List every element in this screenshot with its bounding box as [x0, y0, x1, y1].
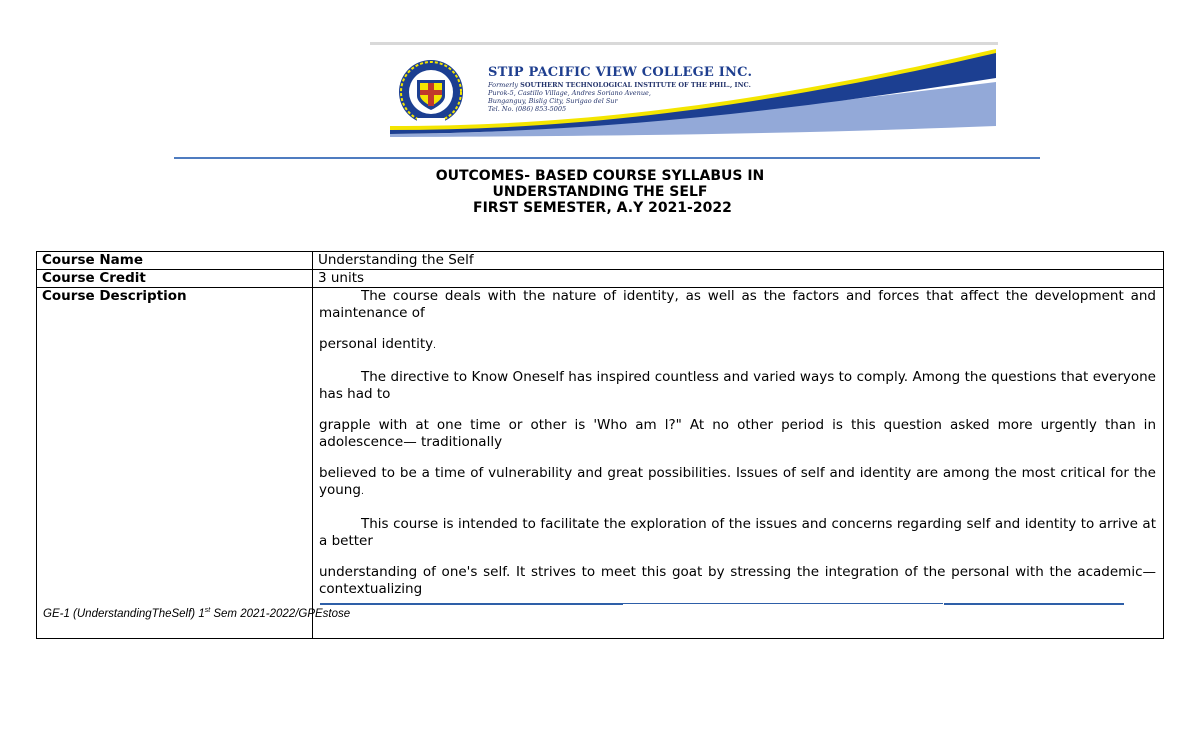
table-row-course-description — [37, 288, 1164, 639]
college-name: STIP PACIFIC VIEW COLLEGE INC. — [488, 65, 753, 80]
description-paragraph-3 — [319, 369, 1156, 403]
title-line-3: FIRST SEMESTER, A.Y 2021-2022 — [468, 200, 732, 216]
title-line-2: UNDERSTANDING THE SELF — [492, 184, 708, 200]
course-name-value: Understanding the Self — [313, 252, 1164, 270]
college-telephone: Tel. No. (086) 853-5005 — [488, 105, 567, 113]
course-description-value — [313, 288, 1164, 639]
description-paragraph-2 — [319, 336, 1156, 355]
letterhead-graphic — [370, 42, 998, 138]
formerly-prefix: Formerly — [488, 81, 521, 89]
letterhead-banner — [370, 42, 998, 138]
header-divider — [174, 157, 1040, 159]
description-text-3: The directive to Know Oneself has inspired countless and varied ways to comply. Among the questions that everyone has had to — [319, 369, 1156, 402]
title-line-1: OUTCOMES- BASED COURSE SYLLABUS IN — [435, 168, 765, 184]
table-row-course-credit — [37, 270, 1164, 288]
course-name-label: Course Name — [37, 252, 313, 270]
description-text-1: The course deals with the nature of identity, as well as the factors and forces that affect the development and maintenance of — [319, 288, 1156, 321]
course-credit-label: Course Credit — [37, 270, 313, 288]
footer-divider-1 — [320, 603, 623, 605]
description-paragraph-6 — [319, 516, 1156, 550]
description-text-4: grapple with at one time or other is 'Who am l?" At no other period is this question asked more urgently than in adolescence— traditionally — [319, 417, 1156, 450]
footer-superscript: st — [204, 607, 211, 614]
description-text-2: personal identity — [319, 336, 434, 352]
footer-prefix: GE-1 (UnderstandingTheSelf) 1 — [43, 607, 205, 620]
footer-divider-3 — [944, 603, 1124, 605]
course-info-table — [36, 251, 1164, 639]
description-paragraph-7 — [319, 564, 1156, 598]
course-credit-value: 3 units — [313, 270, 1164, 288]
description-text-7: understanding of one's self. It strives to meet this goat by stressing the integration of the personal with the academic—contextualizing — [319, 564, 1156, 597]
footer-divider-2 — [623, 603, 943, 604]
page-footer — [43, 607, 350, 620]
college-address-2: Bunganguy, Bislig City, Surigao del Sur — [488, 97, 618, 105]
college-formerly — [488, 81, 751, 89]
formerly-name: SOUTHERN TECHNOLOGICAL INSTITUTE OF THE PHIL., INC. — [520, 81, 751, 89]
description-text-6: This course is intended to facilitate the exploration of the issues and concerns regarding self and identity to arrive at a better — [319, 516, 1156, 549]
description-text-5: believed to be a time of vulnerability and great possibilities. Issues of self and identity are among the most critical for the young — [319, 465, 1156, 498]
footer-suffix: Sem 2021-2022/GPEstose — [210, 607, 351, 620]
description-paragraph-4 — [319, 417, 1156, 451]
description-paragraph-5 — [319, 465, 1156, 501]
description-paragraph-1 — [319, 288, 1156, 322]
syllabus-title — [0, 168, 1200, 216]
table-row-course-name — [37, 252, 1164, 270]
course-description-label: Course Description — [37, 288, 313, 639]
college-seal-icon — [399, 60, 463, 124]
description-text-5-end: . — [360, 487, 364, 497]
college-address-1: Purok-5, Castillo Village, Andres Soriano Avenue, — [488, 89, 651, 97]
description-text-2-end: . — [433, 341, 436, 351]
